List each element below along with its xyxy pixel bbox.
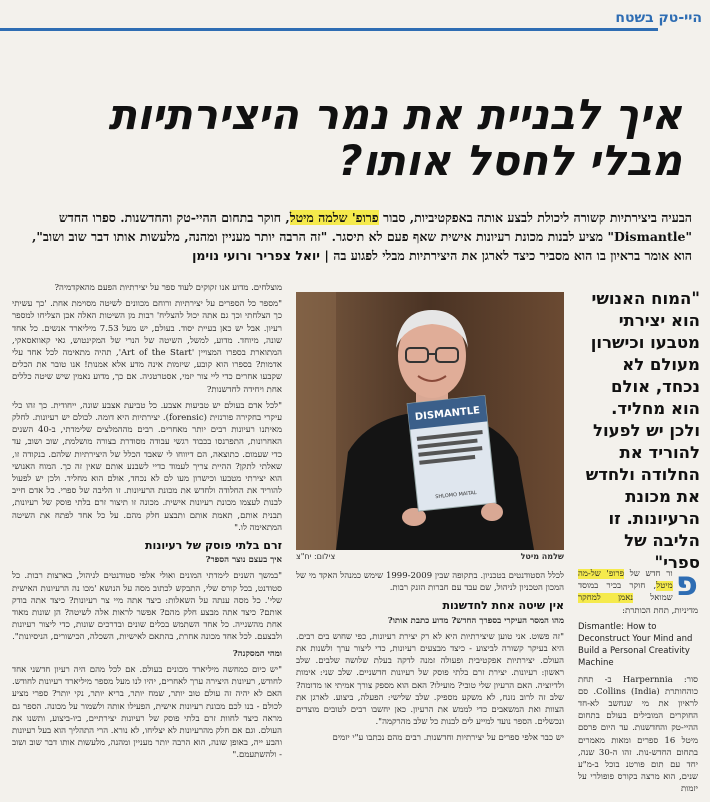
mid-p1: לכלל הסטודנטים בטכניון. בתקופה שבין 1999-2009 שימש כמנהל האקד מי של המכון הטכניון לניהול, שם עבד עם חברות הזנק רבות. — [296, 571, 564, 594]
caption-name: שלמה מיטל — [520, 552, 564, 561]
mid-subhead: אין שיטה אחת לחדשנות — [442, 599, 564, 613]
pull-quote: "המוח האנושי הוא יצירתי מטבעו וכישרון מעולם לא נכחד, אולם הוא מחליד. ולכן יש לפעול להוריד את החלודה ולחדש את מכונת הרעיונות. זו הליבה של ספרי" — [585, 289, 700, 572]
middle-column — [296, 570, 564, 792]
left-question-1: איך בעצם נוצר הספר? — [205, 555, 282, 566]
left-subhead: זרם בלתי פוסק של רעיונות — [145, 539, 282, 553]
right-highlight-name: פרופ' של-מה מיטל — [578, 569, 673, 592]
book-english-title: Dismantle: How to Deconstruct Your Mind and Build a Personal Creativity Machine — [578, 621, 693, 669]
mid-p3: יש כבר אלפי ספרים על יצירתיות וחדשנות. רבים מהם נכתבו ע"י יזמים — [332, 733, 564, 744]
left-p3: "לכל אדם בעולם יש טביעות אצבע. כל טביעת אצבע שונה, ייחודית. כך זהו כלי עיקרי בחקירה פורנזית (forensic). יצירתיות היא דומה. לכולם יש רעיונות. לחלק מאיתנו רעיונות רבים יותר מאחרים. רבים מההמלצים שלימדתי, ב-40 השנים האחרונות, התפרנסו בכבוד רגשי עבודה מסודרת בצורה מושלמת, שוב ושוב, עד כדי שעמום. כתוצאה, הם דיווחו לי שאבד הכלל של היצירתיות שלהם. בנקודה זו, שאלתי לתקן? ההיית צריך לעמוד כדיי לשבנע אותם שאין זה כך. המוח האנושי הוא יצירתי מטבעו וכישרון מעו לם לא נכחד, אולם הוא מחליד. ולכן יש לפעול להוריד את החלודה ולחדש את מכונת הרעיונות. זו הליבה של ספרי. כל אדם חייב לבנות לעצמו מכונת רעיונות אישית. מכונה זו תיצור זרם בלתי פוסק של רעיונות, תבנית אותם, תאמת אותם ותבצע חלק מהם. על כל אחד לפתח את השיטה המתאימה לו." — [12, 400, 282, 533]
right-p1a: ור חדש של — [624, 569, 673, 579]
right-p2: סור: Harpernnia ב- תחת כוהחותרת Collins (India). סם לראיון את מי שנחשב לא-חד החוקרים המובילים בעולם בתחום ההיי-טק והחדשנות. עד היום פרסם מיטל 16 ספרים ומאות מאמרים בתחום החדש-נות. זהו ה-30 שנה, יחד עם תום פורטנ בוכל ב-מ"ע שנים, הוא מרצה בקורס פופולרי על יזמות — [578, 674, 698, 794]
left-question-2: ומהי המסקנה? — [232, 648, 282, 659]
byline: יואל צפריר ורועי נוימן — [192, 248, 325, 263]
lead-text-2: , חוקר בתחום ההיי-טק והחדשנות. ספרו החדש "Dismantle" מציע לבנות מכונת רעיונות אישית שאף פעם לא תיסגר. "זה הרבה יותר מעניין ומהנה, מלעשות אותו דבר שוב ושוב", הוא אומר בראיון בו הוא מסביר כיצד לארגן את היצירתיות מבלי לפגוע בה | — [32, 210, 692, 263]
section-rule — [0, 28, 658, 31]
book-title: DISMANTLE — [414, 405, 481, 423]
portrait-illustration — [296, 292, 564, 550]
lead-text-1: הבעיה ביצירתיות קשורה ליכולת לבצע אותה באפקטיביות, סבור — [378, 210, 692, 225]
left-column — [12, 282, 282, 792]
book-author: SHLOMO MAITAL — [435, 489, 477, 501]
photo-caption — [296, 552, 564, 564]
left-p5: "יש כיום כמחשה מיליארד מכונים בעולם. אם לכל מהם היה רעיון חדשני אחד לחודש, רעיונות היצירה ערך לאחרים, יהיו לנו מעל מספר מיליארד רעיונות לחודש. האם לא יהיה זה עולם טוב יותר, שמח יותר, בריא יותר, נקי יותר? ספרי מציע לכולם - בנו לכם מכונת רעיונות אישית, הפעילו אותה ולשמור על מכונה. הספר גם מראה כיצד לחוות זרם בלתי פוסק של רעיונות יצירתיים, ביו-ביצוע, ותשנו את העולם. וגם אם חלק מהרעיונות לא יצליחו, לא נורא. הרי התהליך הוא בעל רעיונות והבע ייה, באופן שונה, הוא הרבה יותר מעניין ומהנה, מלעשות אותו דבר שוב ושוב - ולהשתעמם." — [12, 664, 282, 761]
left-p4: "במשך השנים לימדתי המונים ואולי אלפי סטודנטים לניהול, בארצות רבות. כל סטודנט, בכל קורס שלי, התבקש לכתוב מסה על הנושא 'מכו נה הרעיונות האישית שלי'. כל מסה ענתה על השאלות: כיצד אתה מיי צר רעיונות? כיצד אתה בודק אותם? כיצד אתה מבצע חלק מהם? אפשר לראות אלה לשיטה? הן שונות מאוד אחת מהשנייה. כל אחד השתמש בכלים שונים ובדרכים שונות, כדי ליצור רעיונות ולבצעם. לכל אחד מכונה אחרת, בהתאם לאישיות, השכלה, הכישורים, הניסיונות". — [12, 571, 282, 643]
left-p1: מוצלחים. מדוע אנו זקוקים לעוד ספר על יצירתיות הפעם מהאקדמיה? — [54, 283, 282, 293]
lead-paragraph — [20, 208, 692, 265]
right-column — [578, 568, 698, 794]
mid-p2: "זה פשוט. אני טוען שיצירתיות היא לא רק יצירת רעיונות, כפי שחוש בים רבים. היא בעיקר קשורה לביצוע - כיצד מבצעים רעיונות, כדי ליצור ערך ולשנות את העולם. יצירתיות אפקטיבית ופעולה זמנה לדקה בעלת שלושה שלבים. שלב ראשון: רעיונות. יצירת זרם בלתי פוסק של רעיונות חדשניים. שלב שני: אימות ולדיוציה. האם הרעיון שלי טובי? מועילו? האם הוא מספק צורך אמיתי או מדומה? שלב זה לרוב נזנח, לא משקע מספיק. שלב שלישי: הפעלה, ביצוע. לארגן את הצוות ואת המשאבים כדי לממש את הרעיון. כאן יחשבו רבים לטובים מוצדים ונכשלים. הספר נועד למייע לים לבנות כל שלב מהרקמה". — [296, 631, 564, 728]
lead-highlight-name: פרופ' שלמה מיטל — [289, 210, 379, 225]
drop-cap: פ — [675, 568, 698, 604]
mid-question-1: מהו המסר העיקרי בספרך החדש? מדוע כתבת אותו? — [387, 615, 564, 626]
right-p1b: , חוקר בכיר במוסד שמואל — [578, 581, 673, 604]
right-highlight-institute: נאמן למחקר — [578, 593, 634, 604]
portrait-photo — [296, 292, 564, 550]
left-p2: "מספר כל הספרים על יצירתיות ורוחם מכוונים לשיטה מסוימת אחת. 'כך עשיתי כך הצלחתי וכך גם אתה יכול להצליח' רבות מן השיטות האלה אכן הצליחו למספר רעיון. אבל יש כאן בעיית יסוד. בעולם, יש מעל 7.53 מיליארד אנשים. כל אחד שונה, מיוחד. מדוע, למשל, השיטה של הנרי של המקינטוש, גאי קאוואסאקי, המתוארת בספרו המצויין 'Art of the Start', תהיה מתאימה לכל אחד עלי אדמות? בספרו הוא קובע, שיזמות אינה מדע אלא אמנות! אנו טובר את הכלים שקבעו אחרים כדי ליי צור יזמי, אסטרטגיה. אם כך, מדוע נאמין שיש שיטה כללים אחת ויחידה לחדשנות? — [12, 299, 282, 395]
caption-credit: צילום: יח"צ — [296, 552, 336, 561]
right-p1 — [578, 568, 698, 617]
right-p1c: מדיניות, תחת הכותרת: — [622, 605, 698, 616]
section-header-bar — [0, 0, 710, 54]
headline: איך לבניית את נמר היצירתיות מבלי לחסל אותו? — [108, 90, 682, 185]
section-tag: היי-טק בשטח — [615, 10, 702, 26]
